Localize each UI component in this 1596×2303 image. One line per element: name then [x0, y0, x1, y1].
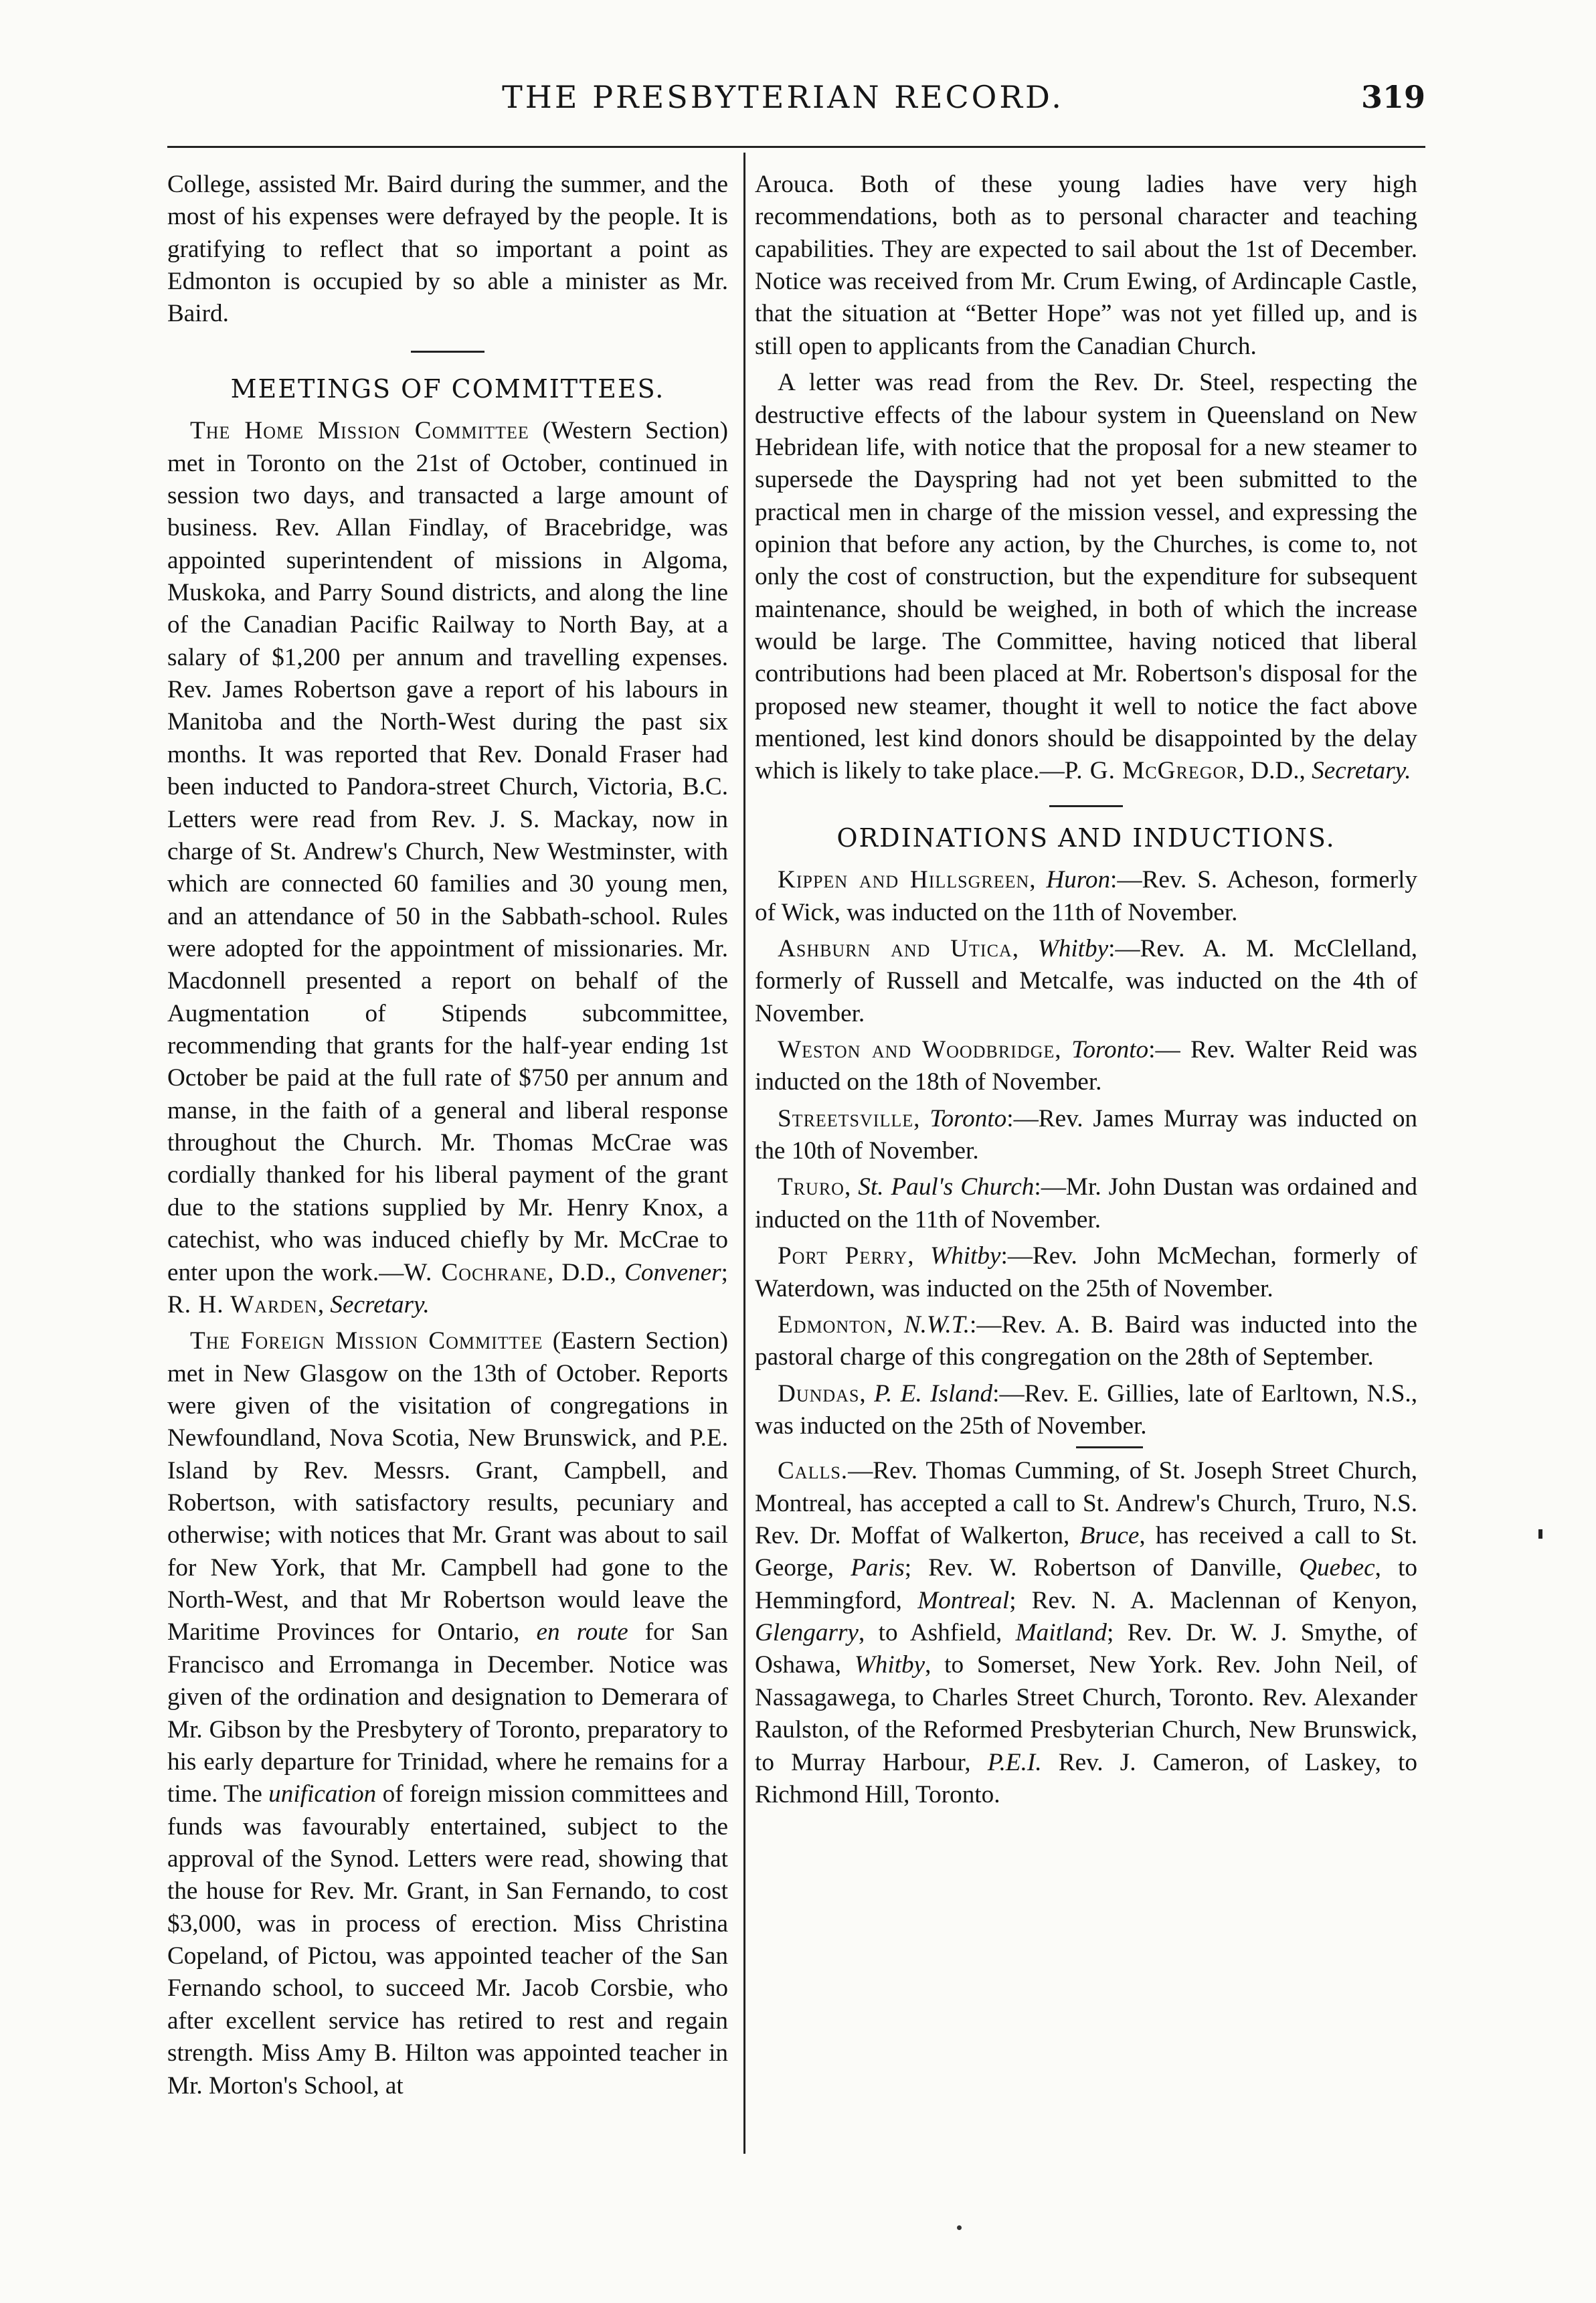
home-mission-body: (Western Section) met in Toronto on the 21st of October, continued in session two days, and transacted a large amount of business. Rev. Allan Findlay, of Bracebridge, was appointed superintendent of missions in Algoma, Muskoka, and Parry Sound districts, and along the line of the Canadian Pacific Railway to North Bay, at a salary of $1,200 per annum and travelling expenses. Rev. James Robertson gave a report of his labours in Manitoba and the North-West during the past six months. It was reported that Rev. Donald Fraser had been inducted to Pandora-street Church, Victoria, B.C. Letters were read from Rev. J. S. Mackay, now in charge of St. Andrew's Church, New Westminster, with which are connected 60 families and 30 young men, and an attendance of 50 in the Sabbath-school. Rules were adopted for the appointment of missionaries. Mr. Macdonnell presented a report on behalf of the Augmentation of Stipends subcommittee, recommending that grants for the half-year ending 1st October be paid at the full rate of $750 per annum and manse, in the faith of a general and liberal response throughout the Church. Mr. Thomas McCrae was cordially thanked for his liberal payment of the grant due to the stations supplied by Mr. Henry Knox, a catechist, who was induced chiefly by Mr. McCrae to enter upon the work.—: [167, 417, 728, 1286]
ordination-entry: Streetsville, Toronto:—Rev. James Murray was inducted on the 10th of November.: [755, 1104, 1418, 1165]
entry-text: :—Rev. E. Gillies, late of Earltown, N.S., was inducted on the 25th of November.: [755, 1379, 1418, 1440]
running-title: THE PRESBYTERIAN RECORD.: [502, 79, 1064, 115]
calls-text: ; Rev. N. A. Maclennan of Kenyon,: [1009, 1586, 1417, 1614]
calls-text: , has received a call to St. George,: [755, 1522, 1417, 1582]
section-rule: [1049, 805, 1123, 807]
column-divider: [743, 153, 745, 2154]
entry-presbytery: P. E. Island: [874, 1379, 993, 1408]
home-mission-signer-1-degree: , D.D.,: [547, 1258, 625, 1286]
intro-paragraph: College, assisted Mr. Baird during the summer, and the most of his expenses were defrayed by the people. It is gratifying to reflect that so important a point as Edmonton is occupied by so able a minister as Mr. Baird.: [167, 171, 728, 328]
calls-place: Glengarry: [755, 1619, 859, 1647]
calls-text: , to Hemmingford,: [755, 1554, 1417, 1614]
section-rule: [411, 351, 484, 353]
entry-place: Truro: [778, 1173, 845, 1201]
page-number: 319: [1360, 79, 1425, 115]
foreign-mission-paragraph: [167, 1325, 728, 2102]
home-mission-paragraph: [167, 415, 728, 1321]
foreign-mission-body-1: (Eastern Section) met in New Glasgow on the 13th of October. Reports were given of the visitation of congregations in Newfoundland, Nova Scotia, New Brunswick, and P.E. Island by Rev. Messrs. Grant, Campbell, and Robertson, with satisfactory results, pecuniary and otherwise; with notices that Mr. Grant was about to sail for New York, that Mr. Campbell had gone to the North-West, and that Mr Robertson would leave the Maritime Provinces for Ontario,: [167, 1327, 728, 1646]
steel-letter-paragraph: [755, 367, 1417, 788]
entry-presbytery: Toronto: [1071, 1036, 1149, 1064]
calls-text: Rev. J. Cameron, of Laskey, to Richmond Hill, Toronto.: [755, 1748, 1417, 1808]
entry-presbytery: Toronto: [929, 1104, 1007, 1132]
calls-place: Montreal: [917, 1586, 1010, 1614]
home-mission-signer-2: R. H. Warden: [167, 1290, 318, 1318]
entry-place: Kippen and Hillsgreen: [778, 866, 1030, 894]
ordination-entries: [755, 864, 1417, 1442]
entries-end-rule: [1076, 1446, 1143, 1448]
foreign-mission-lead: The Foreign Mission Committee: [190, 1327, 543, 1355]
foreign-mission-en-route: en route: [536, 1618, 628, 1646]
entry-place: Edmonton: [778, 1310, 887, 1339]
continued-paragraph: Arouca. Both of these young ladies have very high recommendations, both as to personal character and teaching capabilities. They are expected to sail about the 1st of December. Notice was received from Mr. Crum Ewing, of Ardincaple Castle, that the situation at “Better Hope” was not yet filled up, and is still open to applicants from the Canadian Church.: [755, 171, 1417, 360]
steel-letter-signer-degree: , D.D.,: [1238, 757, 1312, 785]
foreign-mission-body-3: of foreign mission committees and funds was favourably entertained, subject to the approval of the Synod. Letters were read, showing that the house for Rev. Mr. Grant, in San Fernando, to cost $3,000, was in process of erection. Miss Christina Copeland, of Pictou, was appointed teacher of the San Fernando school, to succeed Mr. Jacob Corsbie, who after excellent service has retired to rest and regain strength. Miss Amy B. Hilton was appointed teacher in Mr. Morton's School, at: [167, 1780, 728, 2100]
calls-place: Maitland: [1015, 1619, 1107, 1647]
ordination-entry: Port Perry, Whitby:—Rev. John McMechan, formerly of Waterdown, was inducted on the 25th of November.: [755, 1242, 1417, 1302]
entry-text: :—Rev. S. Acheson, formerly of Wick, was inducted on the 11th of November.: [755, 866, 1417, 926]
calls-text: ; Rev. Dr. W. J. Smythe, of Oshawa,: [755, 1619, 1417, 1679]
heading-meetings-of-committees: MEETINGS OF COMMITTEES.: [230, 373, 665, 404]
calls-text: ; Rev. W. Robertson of Danville,: [904, 1554, 1300, 1582]
entry-place: Weston and Woodbridge: [778, 1036, 1055, 1064]
ordination-entry: Ashburn and Utica, Whitby:—Rev. A. M. McClelland, formerly of Russell and Metcalfe, was inducted on the 4th of November.: [755, 934, 1417, 1027]
entry-text: :—Rev. James Murray was inducted on the 10th of November.: [755, 1104, 1418, 1165]
home-mission-signer-2-sep: ,: [317, 1290, 331, 1318]
calls-place: Paris: [851, 1554, 905, 1582]
calls-place: Whitby: [854, 1651, 925, 1679]
calls-lead: Calls.: [778, 1457, 849, 1485]
calls-paragraph: [755, 1455, 1417, 1811]
entry-text: :—Rev. John McMechan, formerly of Waterdown, was inducted on the 25th of November.: [755, 1242, 1417, 1302]
header-rule: [167, 146, 1425, 148]
calls-text: , to Somerset, New York. Rev. John Neil, of Nassagawega, to Charles Street Church, Toronto. Rev. Alexander Raulston, of the Reformed Presbyterian Church, New Brunswick, to Murray Harbour,: [755, 1651, 1417, 1776]
entry-place: Port Perry: [778, 1242, 908, 1270]
home-mission-signer-1-role: Convener: [624, 1258, 721, 1286]
left-column: [167, 169, 728, 2106]
foreign-mission-body-2: for San Francisco and Erromanga in December. Notice was given of the ordination and designation to Demerara of Mr. Gibson by the Presbytery of Toronto, preparatory to his early departure for Trinidad, where he remains for a time. The: [167, 1618, 728, 1808]
right-column: [755, 169, 1417, 1815]
steel-letter-signer: P. G. McGregor: [1064, 757, 1239, 785]
entry-presbytery: Whitby: [1037, 934, 1109, 962]
entry-place: Ashburn and Utica: [778, 934, 1012, 962]
entry-text: :—Rev. A. M. McClelland, formerly of Russell and Metcalfe, was inducted on the 4th of November.: [755, 934, 1417, 1027]
calls-place: P.E.I.: [987, 1748, 1042, 1776]
calls-place: Bruce: [1079, 1522, 1140, 1550]
page-header: [167, 79, 1425, 139]
entry-presbytery: Whitby: [930, 1242, 1001, 1270]
calls-place: Quebec: [1299, 1554, 1375, 1582]
home-mission-lead: The Home Mission Committee: [190, 417, 529, 445]
home-mission-signer-separator: ;: [721, 1258, 728, 1286]
entry-presbytery: N.W.T.: [903, 1310, 970, 1339]
entry-place: Streetsville: [778, 1104, 914, 1132]
calls-text: —Rev. Thomas Cumming, of St. Joseph Street Church, Montreal, has accepted a call to St. Andrew's Church, Truro, N.S. Rev. Dr. Moffat of Walkerton,: [755, 1457, 1417, 1550]
entry-presbytery: St. Paul's Church: [858, 1173, 1035, 1201]
entry-text: :—Mr. John Dustan was ordained and inducted on the 11th of November.: [755, 1173, 1417, 1233]
steel-letter-body: A letter was read from the Rev. Dr. Steel, respecting the destructive effects of the labour system in Queensland on New Hebridean life, with notice that the proposal for a new steamer to supersede the Dayspring had not yet been submitted to the practical men in charge of the mission vessel, and expressing the opinion that before any action, by the Churches, is come to, not only the cost of construction, but the expenditure for subsequent maintenance, should be weighed, in both of which the increase would be large. The Committee, having noticed that liberal contributions had been placed at Mr. Robertson's disposal for the proposed new steamer, thought it well to notice the fact above mentioned, lest kind donors should be disappointed by the delay which is likely to take place.—: [755, 369, 1417, 785]
entry-text: :—Rev. A. B. Baird was inducted into the pastoral charge of this congregation on the 28th of September.: [755, 1310, 1417, 1371]
home-mission-signer-2-role: Secretary.: [330, 1290, 430, 1318]
home-mission-signer-1: W. Cochrane: [404, 1258, 547, 1286]
ordination-entry: Dundas, P. E. Island:—Rev. E. Gillies, late of Earltown, N.S., was inducted on the 25th of November.: [755, 1379, 1418, 1440]
ordination-entry: Kippen and Hillsgreen, Huron:—Rev. S. Acheson, formerly of Wick, was inducted on the 11th of November.: [755, 866, 1417, 926]
ordination-entry: Truro, St. Paul's Church:—Mr. John Dustan was ordained and inducted on the 11th of November.: [755, 1173, 1417, 1233]
margin-mark: [1538, 1529, 1542, 1539]
foreign-mission-unification: unification: [268, 1780, 377, 1808]
ordination-entry: Edmonton, N.W.T.:—Rev. A. B. Baird was inducted into the pastoral charge of this congregation on the 28th of September.: [755, 1310, 1417, 1371]
entry-presbytery: Huron: [1046, 866, 1111, 894]
page-speck: [957, 2225, 962, 2230]
entry-place: Dundas: [778, 1379, 860, 1408]
heading-ordinations-and-inductions: ORDINATIONS AND INDUCTIONS.: [836, 823, 1336, 853]
calls-text: , to Ashfield,: [858, 1619, 1016, 1647]
entry-text: :— Rev. Walter Reid was inducted on the 18th of November.: [755, 1036, 1417, 1096]
ordination-entry: Weston and Woodbridge, Toronto:— Rev. Walter Reid was inducted on the 18th of November.: [755, 1036, 1417, 1096]
steel-letter-signer-role: Secretary.: [1312, 757, 1411, 785]
